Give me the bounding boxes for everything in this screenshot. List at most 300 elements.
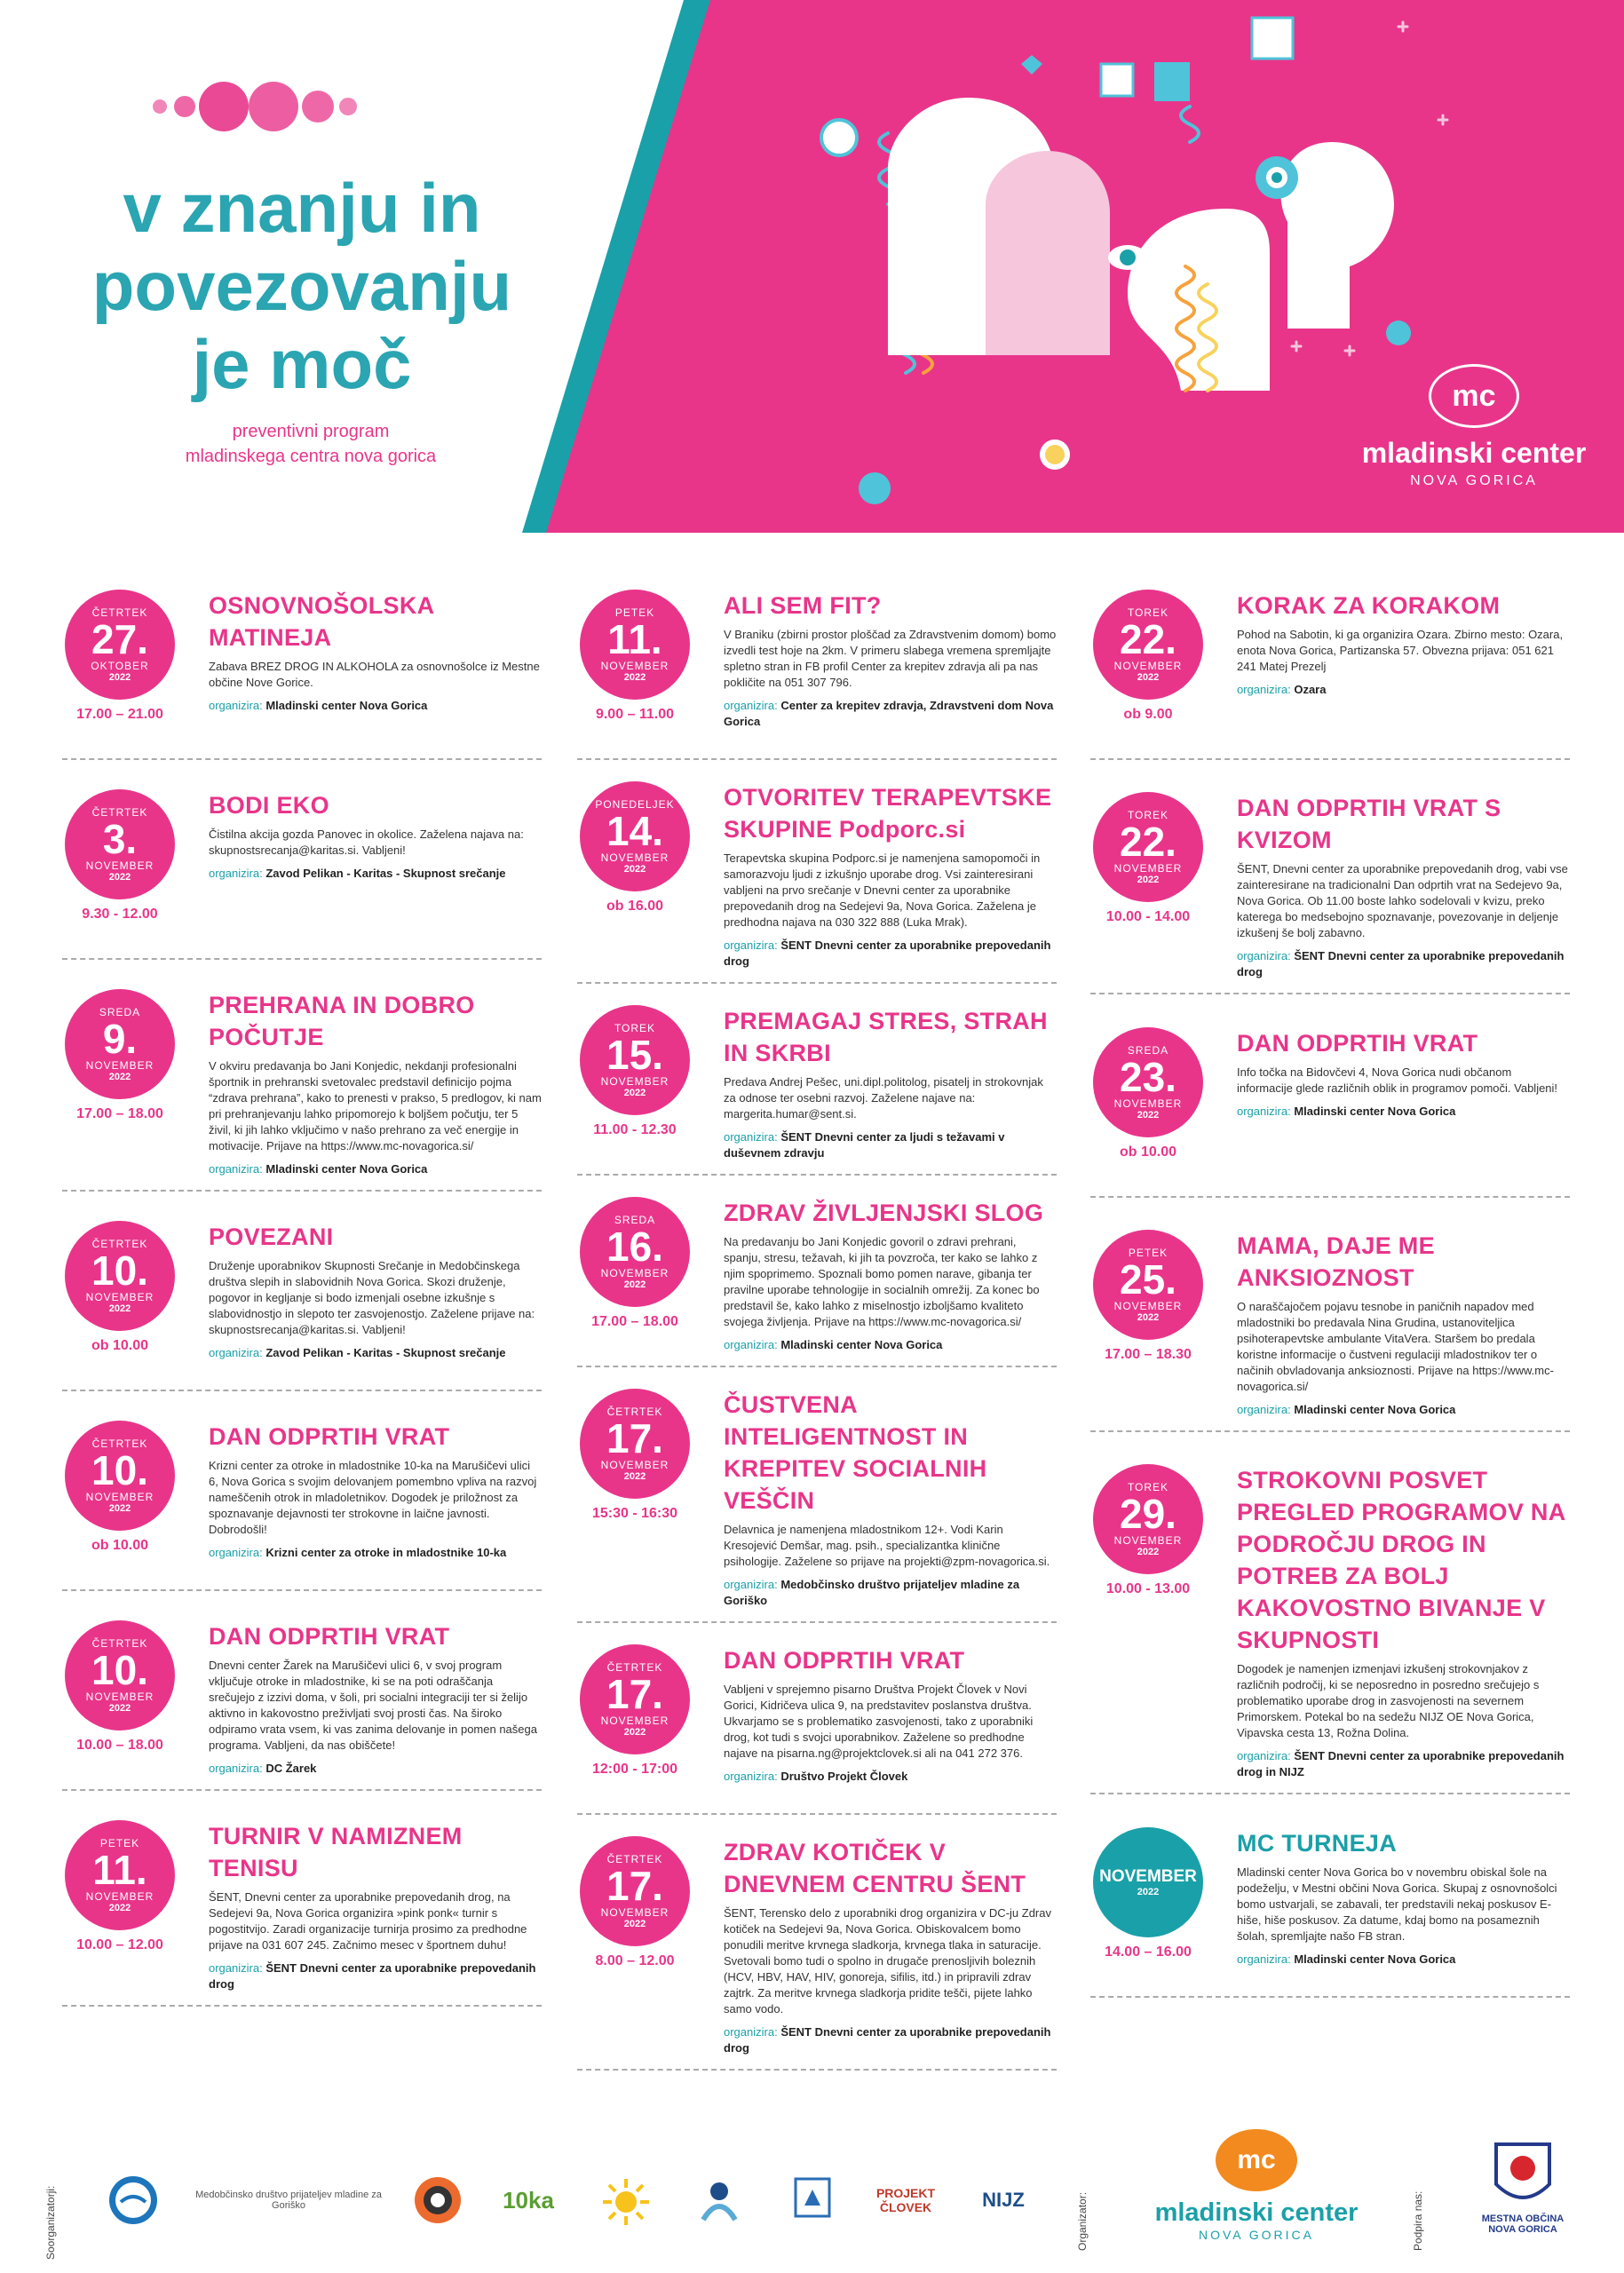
events-column-1 bbox=[62, 586, 542, 2032]
date-year: 2022 bbox=[1137, 1311, 1160, 1323]
date-circle bbox=[580, 590, 690, 700]
event-description: Čistilna akcija gozda Panovec in okolice. Zaželena najava na: skupnostsrecanja@karitas.si. Vabljeni! bbox=[209, 828, 524, 857]
partner-logo: PROJEKT ČLOVEK bbox=[875, 2186, 936, 2214]
date-weekday: ČETRTEK bbox=[91, 1238, 148, 1250]
event-time: 8.00 – 12.00 bbox=[595, 1953, 675, 1968]
event-content bbox=[724, 1002, 1057, 1161]
date-weekday: PETEK bbox=[1128, 1246, 1168, 1259]
event-time: 10.00 - 13.00 bbox=[1105, 1581, 1191, 1597]
event-content bbox=[209, 986, 542, 1177]
event-date bbox=[577, 1836, 693, 1969]
organizer-name: Ozara bbox=[1294, 683, 1327, 696]
date-year: 2022 bbox=[1137, 875, 1160, 886]
event-date bbox=[577, 590, 693, 723]
event-content bbox=[1237, 1461, 1570, 1780]
date-day: 22. bbox=[1120, 819, 1176, 866]
event-description: V okviru predavanja bo Jani Konjedic, nekdanji profesionalni športnik in prehranski svetovalec predstavil definicijo pojma “zdrava prehrana”, kako to prenesti v prakso, 5 predlogov, ki nam pri prehranjevanju lahko pripomorejo k boljšem počutju, ter 5 živil, ki jih lahko vključimo v našo prehrano za več energije in motivacije. Prijave na https://www.mc-novagorica.si/ bbox=[209, 1059, 542, 1152]
event-date bbox=[62, 1820, 178, 1953]
date-circle bbox=[1093, 1464, 1203, 1574]
date-month: NOVEMBER bbox=[85, 1691, 154, 1703]
organizer-label: organizira: bbox=[209, 699, 263, 712]
event-content bbox=[724, 778, 1057, 970]
event-content bbox=[1237, 788, 1570, 980]
event-time: ob 9.00 bbox=[1123, 707, 1173, 722]
organizer-name: ŠENT Dnevni center za uporabnike prepovedanih drog bbox=[724, 2025, 1051, 2055]
organizer-name: Zavod Pelikan - Karitas - Skupnost srečanje bbox=[265, 1346, 506, 1359]
event-organizer bbox=[209, 1161, 542, 1177]
event-description: Vabljeni v sprejemno pisarno Društva Projekt Človek v Novi Gorici, Kidričeva ulica 9, na predstavitev poslanstva društva. Ukvarjamo se s problematiko zasvojenosti, tako z uporabniki drog, kot tudi s svojci uporabnikov. Zaželene so predhodne najave na pisarna.ng@projektclovek.si ali na 041 272 376. bbox=[724, 1683, 1034, 1760]
date-year: 2022 bbox=[623, 1088, 646, 1098]
date-month: NOVEMBER bbox=[85, 1890, 154, 1903]
event-description: Predava Andrej Pešec, uni.dipl.politolog, pisatelj in strokovnjak za odnose ter osebni razvoj. Zaželene najave na: margerita.humar@sent.si. bbox=[724, 1075, 1043, 1121]
event-item bbox=[1090, 586, 1570, 760]
date-year: 2022 bbox=[623, 1279, 646, 1290]
date-month: NOVEMBER bbox=[1113, 862, 1183, 875]
event-title: ČUSTVENA INTELIGENTNOST IN KREPITEV SOCIALNIH VEŠČIN bbox=[724, 1391, 987, 1514]
partner-logo bbox=[93, 2174, 173, 2227]
partner-logo bbox=[675, 2174, 764, 2227]
organizer-name: ŠENT Dnevni center za uporabnike prepovedanih drog in NIJZ bbox=[1237, 1749, 1565, 1779]
date-day: 11. bbox=[92, 1847, 147, 1893]
event-title: KORAK ZA KORAKOM bbox=[1237, 592, 1501, 619]
date-weekday: ČETRTEK bbox=[91, 606, 148, 619]
event-time: 17.00 – 18.30 bbox=[1105, 1346, 1192, 1362]
date-day: 9. bbox=[102, 1016, 138, 1062]
event-date bbox=[577, 1005, 693, 1138]
subtitle-line-2: mladinskega centra nova gorica bbox=[185, 447, 437, 466]
event-organizer bbox=[209, 1345, 542, 1361]
event-organizer bbox=[209, 866, 542, 882]
event-organizer bbox=[724, 1129, 1057, 1161]
event-title: TURNIR V NAMIZNEM TENISU bbox=[209, 1823, 463, 1881]
event-date bbox=[577, 781, 693, 915]
header-banner bbox=[0, 0, 1624, 533]
event-time: ob 10.00 bbox=[91, 1338, 149, 1353]
date-day: 25. bbox=[1120, 1255, 1176, 1303]
event-date bbox=[1090, 1827, 1206, 1960]
date-day: 10. bbox=[91, 1247, 148, 1294]
event-title: DAN ODPRTIH VRAT bbox=[209, 1623, 450, 1650]
date-month: NOVEMBER bbox=[600, 851, 669, 864]
event-description: ŠENT, Terensko delo z uporabniki drog organizira v DC-ju Zdrav kotiček na Sedejevi 9a, Nova Gorica. Obiskovalcem bomo ponudili meritve krvnega sladkorja, krvnega tlaka in saturacije. Svetovali bomo tudi o spolno in drugače prenosljivih boleznih (HCV, HBV, HAV, HIV, gonoreja, sifilis, itd.) in pripravili zdrav zajtrk. Za meritve krvnega sladkorja pridite tešči, pijete lahko samo vodo. bbox=[724, 1906, 1051, 2016]
date-day: 16. bbox=[606, 1224, 663, 1270]
date-day: 22. bbox=[1120, 616, 1176, 662]
event-organizer bbox=[1237, 948, 1570, 980]
date-circle bbox=[580, 781, 690, 891]
event-organizer bbox=[724, 1769, 1057, 1785]
date-month: NOVEMBER bbox=[600, 1459, 669, 1471]
date-day: 23. bbox=[1120, 1053, 1176, 1100]
event-description: Dogodek je namenjen izmenjavi izkušenj strokovnjakov z različnih področij, ki se neposredno in posredno srečujejo s problematiko uporabe drog in zasvojenosti na severnem Primorskem. Potekal bo na sedežu NIJZ OE Nova Gorica, Vipavska cesta 13, Rožna Dolina. bbox=[1237, 1662, 1540, 1740]
date-day: 10. bbox=[91, 1647, 148, 1693]
date-month: NOVEMBER bbox=[600, 1906, 669, 1919]
event-organizer bbox=[1237, 682, 1570, 698]
event-item bbox=[1090, 1024, 1570, 1198]
date-day: 17. bbox=[606, 1863, 663, 1909]
event-organizer bbox=[209, 1960, 542, 1992]
organizer-label: organizira: bbox=[724, 2025, 778, 2039]
event-time: 17.00 – 18.00 bbox=[591, 1314, 678, 1329]
event-content bbox=[1237, 586, 1570, 698]
date-weekday: PONEDELJEK bbox=[595, 798, 675, 811]
event-organizer bbox=[1237, 1748, 1570, 1780]
date-year: 2022 bbox=[1137, 672, 1160, 683]
date-year: 2022 bbox=[623, 672, 646, 683]
event-content bbox=[724, 586, 1057, 730]
event-time: 15:30 - 16:30 bbox=[591, 1506, 678, 1521]
event-item bbox=[577, 586, 1057, 760]
organizer-label: organizira: bbox=[1237, 1952, 1291, 1966]
date-month: NOVEMBER bbox=[1113, 1299, 1183, 1312]
event-content bbox=[1237, 1824, 1570, 1968]
date-weekday: ČETRTEK bbox=[606, 1406, 663, 1418]
organizer-name: ŠENT Dnevni center za uporabnike prepovedanih drog bbox=[724, 939, 1051, 968]
event-date bbox=[62, 989, 178, 1122]
event-time: 10.00 - 14.00 bbox=[1105, 909, 1191, 925]
event-content bbox=[209, 786, 542, 882]
date-circle bbox=[65, 789, 175, 899]
partner-logo bbox=[400, 2174, 475, 2227]
date-circle bbox=[1093, 1230, 1203, 1340]
event-content bbox=[1237, 1226, 1570, 1418]
event-description: Mladinski center Nova Gorica bo v novembru obiskal šole na podeželju, v Mestni občini Nova Gorica. Skupaj z osnovnošolci bomo ustvarjali, se zabavali, ter predstavili nekaj poskusov E-hiše, hiše poskusov. Za datume, kdaj bomo na posameznih šolah, spremljajte našo FB stran. bbox=[1237, 1865, 1557, 1943]
event-date bbox=[62, 1221, 178, 1354]
date-year: 2022 bbox=[108, 1903, 131, 1913]
event-content bbox=[724, 1833, 1057, 2056]
partner-logo bbox=[582, 2174, 670, 2227]
subtitle-line-1: preventivni program bbox=[232, 422, 390, 441]
event-item bbox=[62, 1817, 542, 2007]
events-column-3 bbox=[1090, 586, 1570, 2026]
event-time: 10.00 – 12.00 bbox=[76, 1937, 163, 1952]
event-item bbox=[1090, 1461, 1570, 1794]
event-content bbox=[724, 1641, 1057, 1785]
decorative-dots bbox=[142, 75, 391, 138]
date-year: 2022 bbox=[108, 1503, 131, 1514]
organizer-label: organizira: bbox=[209, 1762, 263, 1775]
organizer-name: Medobčinsko društvo prijateljev mladine za Goriško bbox=[724, 1578, 1020, 1607]
organizer-label: organizira: bbox=[724, 1130, 778, 1144]
date-year: 2022 bbox=[108, 672, 131, 683]
event-date bbox=[577, 1644, 693, 1778]
date-weekday: ČETRTEK bbox=[91, 1637, 148, 1650]
event-content bbox=[209, 586, 542, 714]
date-weekday: ČETRTEK bbox=[91, 1437, 148, 1450]
date-month: NOVEMBER bbox=[85, 1491, 154, 1503]
event-time: 14.00 – 16.00 bbox=[1105, 1944, 1192, 1960]
event-time: 12:00 - 17:00 bbox=[591, 1762, 678, 1777]
date-circle bbox=[65, 989, 175, 1099]
event-description: Druženje uporabnikov Skupnosti Srečanje in Medobčinskega društva slepih in slabovidnih Nova Gorica. Skozi druženje, pogovor in kegljanje si bodo izmenjali osebne izkušnje s slabovidnostjo in slepoto ter zasvojenostjo. Zaželene prijave na: skupnostsrecanja@karitas.si. Vabljeni! bbox=[209, 1259, 535, 1336]
event-item bbox=[62, 1217, 542, 1391]
date-year: 2022 bbox=[1137, 1109, 1160, 1121]
event-description: Delavnica je namenjena mladostnikom 12+. Vodi Karin Kresojević Demšar, mag. psih., specializantka klinične psihologije. Zaželene so prijave na projekti@zpm-novagorica.si. bbox=[724, 1523, 1050, 1568]
event-date bbox=[1090, 590, 1206, 723]
page-subtitle bbox=[124, 419, 497, 469]
organizer-label: organizira: bbox=[724, 1770, 778, 1783]
date-year: 2022 bbox=[108, 872, 131, 883]
event-item bbox=[1090, 1226, 1570, 1432]
date-circle bbox=[580, 1389, 690, 1499]
event-item bbox=[62, 786, 542, 960]
footer-logo-mark: mc bbox=[1216, 2129, 1297, 2191]
date-weekday: TOREK bbox=[1127, 809, 1169, 822]
date-month: NOVEMBER bbox=[600, 1715, 669, 1727]
event-title: POVEZANI bbox=[209, 1224, 334, 1250]
organizer-label: organizira: bbox=[209, 1346, 263, 1359]
date-month: NOVEMBER bbox=[1113, 1097, 1183, 1110]
event-date bbox=[62, 789, 178, 923]
event-date bbox=[62, 1620, 178, 1754]
organizer-label: organizira: bbox=[724, 939, 778, 952]
event-description: Pohod na Sabotin, ki ga organizira Ozara. Zbirno mesto: Ozara, enota Nova Gorica, Partizanska 57. Obvezna prijava: 051 621 241 Matej Prezelj bbox=[1237, 628, 1564, 673]
event-organizer bbox=[724, 698, 1057, 730]
event-title: ZDRAV KOTIČEK V DNEVNEM CENTRU ŠENT bbox=[724, 1839, 1026, 1897]
event-item bbox=[62, 1617, 542, 1791]
organizer-name: Mladinski center Nova Gorica bbox=[265, 1162, 428, 1176]
date-circle bbox=[1093, 1027, 1203, 1137]
organizer-label: organizira: bbox=[209, 1961, 263, 1975]
event-time: 17.00 – 21.00 bbox=[76, 707, 163, 722]
event-item bbox=[577, 1002, 1057, 1176]
organizer-label: organizira: bbox=[1237, 949, 1291, 963]
organizer-name: Mladinski center Nova Gorica bbox=[780, 1338, 943, 1351]
date-day: 3. bbox=[102, 816, 138, 862]
event-title: PREHRANA IN DOBRO POČUTJE bbox=[209, 992, 475, 1050]
event-item bbox=[62, 1417, 542, 1591]
event-title: MC TURNEJA bbox=[1237, 1829, 1398, 1857]
date-weekday: SREDA bbox=[614, 1214, 656, 1226]
event-description: Dnevni center Žarek na Marušičevi ulici 6, v svoj program vključuje otroke in mladostnike, ki se na poti odraščanja srečujejo z izzivi doma, v šoli, pri socialni integraciji ter si želijo aktivno in kakovostno preživljati svoj prosti čas. Na široko odpiramo vrata vsem, ki vas zanima delovanje in pomen našega programa. Vabljeni, da nas obiščete! bbox=[209, 1659, 537, 1752]
event-item bbox=[62, 986, 542, 1192]
event-content bbox=[209, 1417, 542, 1561]
event-date bbox=[1090, 792, 1206, 925]
date-circle bbox=[580, 1836, 690, 1946]
organizer-name: ŠENT Dnevni center za uporabnike prepovedanih drog bbox=[209, 1961, 536, 1991]
organizer-name: ŠENT Dnevni center za uporabnike prepovedanih drog bbox=[1237, 949, 1565, 979]
title-line-2: povezovanju bbox=[91, 247, 512, 325]
partner-logo: NIJZ bbox=[982, 2189, 1025, 2211]
date-weekday: SREDA bbox=[1127, 1043, 1169, 1057]
date-circle bbox=[580, 1005, 690, 1115]
organizer-label: organizira: bbox=[209, 867, 263, 880]
event-organizer bbox=[1237, 1402, 1570, 1418]
organizer-name: Mladinski center Nova Gorica bbox=[1294, 1402, 1456, 1416]
footer-logo-name: mladinski center bbox=[1154, 2198, 1359, 2227]
municipality-crest bbox=[1474, 2140, 1572, 2235]
organizer-label: organizira: bbox=[209, 1546, 263, 1559]
event-time: 17.00 – 18.00 bbox=[76, 1106, 163, 1121]
event-content bbox=[724, 1385, 1057, 1609]
event-description: ŠENT, Dnevni center za uporabnike prepovedanih drog, vabi vse zainteresirane na tradicionalni Dan odprtih vrat na Sedejevo 9a, Nova Gorica. Ob 11.00 boste lahko sodelovali v kvizu, preko katerega bo medsebojno spoznavanje, povezovanje in deljenje izkušenj še bolj zabavno. bbox=[1237, 862, 1568, 940]
event-description: O naraščajočem pojavu tesnobe in paničnih napadov med mladostniki bo predavala Nina Grudina, ustanoviteljica psihoterapevtske ambulante VitaVera. Staršem bo predala koristne informacije o čustveni regulaciji mladostnikov ter o načinih obvladovanja anksioznosti. Prijave na https://www.mc-novagorica.si/ bbox=[1237, 1299, 1554, 1393]
organizer-label: organizira: bbox=[1237, 1104, 1291, 1118]
organizer-label: organizira: bbox=[1237, 683, 1291, 696]
date-day: 17. bbox=[606, 1415, 663, 1461]
event-date bbox=[62, 590, 178, 723]
date-weekday: ČETRTEK bbox=[606, 1661, 663, 1674]
date-circle bbox=[580, 1197, 690, 1307]
date-weekday: PETEK bbox=[99, 1837, 140, 1849]
date-month: NOVEMBER bbox=[85, 1291, 154, 1303]
event-content bbox=[724, 1193, 1057, 1353]
event-date bbox=[577, 1389, 693, 1522]
event-date bbox=[1090, 1230, 1206, 1363]
date-circle bbox=[1093, 590, 1203, 700]
logo-mark: mc bbox=[1429, 364, 1519, 428]
date-circle bbox=[580, 1644, 690, 1754]
event-time: 9.30 - 12.00 bbox=[82, 907, 158, 922]
event-date bbox=[62, 1421, 178, 1554]
event-time: 9.00 – 11.00 bbox=[595, 707, 675, 722]
organizer-label: organizira: bbox=[209, 1162, 263, 1176]
event-organizer bbox=[209, 1545, 542, 1561]
date-month: NOVEMBER bbox=[85, 1059, 154, 1072]
organizer-label: organizira: bbox=[1237, 1402, 1291, 1416]
event-content bbox=[209, 1217, 542, 1361]
title-line-3: je moč bbox=[192, 325, 412, 403]
date-month: NOVEMBER bbox=[600, 1075, 669, 1088]
event-description: V Braniku (zbirni prostor ploščad za Zdravstvenim domom) bomo izvedli test hoje na 2km. V primeru slabega vremena spremljajte spletno stran in FB profil Center za krepitev zdravja ali pa nas pokličite na 051 307 796. bbox=[724, 628, 1057, 689]
date-year: 2022 bbox=[108, 1703, 131, 1714]
event-content bbox=[209, 1817, 542, 1992]
event-time: ob 16.00 bbox=[606, 899, 664, 914]
partner-logo bbox=[781, 2174, 844, 2227]
date-day: 17. bbox=[606, 1671, 663, 1717]
event-description: ŠENT, Dnevni center za uporabnike prepovedanih drog, na Sedejevi 9a, Nova Gorica organizira »pink ponk« turnir s pogostitvijo. Zaradi organizacije turnirja prosimo za predhodne prijave na 031 607 245. Začnimo mesec v športnem duhu! bbox=[209, 1890, 527, 1952]
date-day: 11. bbox=[607, 616, 662, 662]
date-day: 27. bbox=[91, 616, 148, 662]
date-day: 14. bbox=[606, 808, 663, 854]
event-organizer bbox=[724, 1577, 1057, 1609]
event-time: ob 10.00 bbox=[91, 1538, 149, 1553]
date-month: NOVEMBER bbox=[1113, 1534, 1183, 1548]
organizer-name: Društvo Projekt Človek bbox=[780, 1770, 908, 1783]
footer-logo bbox=[1154, 2129, 1359, 2242]
organizer-name: Krizni center za otroke in mladostnike 10-ka bbox=[265, 1546, 507, 1559]
header-logo bbox=[1332, 364, 1616, 489]
date-year: 2022 bbox=[623, 1471, 646, 1482]
event-title: PREMAGAJ STRES, STRAH IN SKRBI bbox=[724, 1008, 1048, 1066]
event-time: ob 10.00 bbox=[1119, 1144, 1177, 1160]
organizer-name: Mladinski center Nova Gorica bbox=[265, 699, 428, 712]
event-title: OSNOVNOŠOLSKA MATINEJA bbox=[209, 592, 434, 651]
date-weekday: ČETRTEK bbox=[606, 1853, 663, 1865]
event-organizer bbox=[1237, 1104, 1570, 1120]
event-title: ALI SEM FIT? bbox=[724, 592, 882, 619]
date-weekday: SREDA bbox=[99, 1006, 141, 1018]
event-title: DAN ODPRTIH VRAT bbox=[724, 1647, 965, 1674]
event-title: STROKOVNI POSVET PREGLED PROGRAMOV NA PODROČJU DROG IN POTREB ZA BOLJ KAKOVOSTNO BIVANJE V SKUPNOSTI bbox=[1237, 1467, 1565, 1654]
organizer-name: Center za krepitev zdravja, Zdravstveni dom Nova Gorica bbox=[724, 699, 1054, 728]
event-organizer bbox=[209, 1761, 542, 1777]
date-circle bbox=[65, 1421, 175, 1531]
event-title: BODI EKO bbox=[209, 792, 329, 819]
event-item bbox=[1090, 1824, 1570, 1998]
organizer-label: organizira: bbox=[1237, 1749, 1291, 1763]
date-weekday: TOREK bbox=[1127, 606, 1169, 619]
event-item bbox=[62, 586, 542, 760]
event-date bbox=[1090, 1027, 1206, 1160]
event-title: MAMA, DAJE ME ANKSIOZNOST bbox=[1237, 1232, 1435, 1291]
partner-logo: 10ka bbox=[503, 2186, 554, 2214]
date-year: 2022 bbox=[623, 864, 646, 875]
date-weekday: PETEK bbox=[614, 606, 655, 619]
event-organizer bbox=[724, 1337, 1057, 1353]
date-circle bbox=[65, 1221, 175, 1331]
date-circle bbox=[65, 1620, 175, 1730]
event-item bbox=[577, 1641, 1057, 1815]
footer-logo-sub: NOVA GORICA bbox=[1199, 2228, 1314, 2242]
date-weekday: TOREK bbox=[1127, 1481, 1169, 1494]
organizer-label: Organizator: bbox=[1076, 2191, 1089, 2251]
event-item bbox=[577, 1833, 1057, 2071]
date-weekday: TOREK bbox=[614, 1022, 656, 1034]
date-month: NOVEMBER bbox=[1113, 660, 1183, 672]
date-day: 10. bbox=[91, 1447, 148, 1493]
event-date bbox=[1090, 1464, 1206, 1597]
organizer-label: organizira: bbox=[724, 1578, 778, 1591]
organizer-label: organizira: bbox=[724, 699, 778, 712]
crest-text: MESTNA OBČINA NOVA GORICA bbox=[1481, 2214, 1565, 2235]
date-day: 29. bbox=[1120, 1491, 1176, 1538]
date-year: 2022 bbox=[108, 1072, 131, 1082]
event-content bbox=[1237, 1024, 1570, 1120]
date-year: 2022 bbox=[108, 1303, 131, 1314]
organizer-name: DC Žarek bbox=[265, 1762, 317, 1775]
event-item bbox=[577, 778, 1057, 984]
event-item bbox=[577, 1385, 1057, 1623]
event-title: OTVORITEV TERAPEVTSKE SKUPINE Podporc.si bbox=[724, 784, 1052, 843]
partner-logo: Medobčinsko društvo prijateljev mladine za Goriško bbox=[195, 2190, 382, 2211]
logo-name: mladinski center bbox=[1361, 437, 1587, 469]
page-title bbox=[53, 169, 551, 403]
event-title: ZDRAV ŽIVLJENJSKI SLOG bbox=[724, 1200, 1044, 1226]
events-column-2 bbox=[577, 586, 1057, 2088]
organizer-label: organizira: bbox=[724, 1338, 778, 1351]
event-content bbox=[209, 1617, 542, 1777]
organizer-name: Mladinski center Nova Gorica bbox=[1294, 1952, 1456, 1966]
coorganizers-label: Soorganizatorji: bbox=[44, 2185, 57, 2260]
date-circle bbox=[65, 1820, 175, 1930]
event-date bbox=[577, 1197, 693, 1330]
date-month: NOVEMBER bbox=[1099, 1866, 1197, 1886]
logo-sub: NOVA GORICA bbox=[1410, 473, 1538, 488]
date-year: 2022 bbox=[623, 1919, 646, 1929]
supported-label: Podpira nas: bbox=[1412, 2190, 1424, 2251]
date-year: 2022 bbox=[623, 1727, 646, 1738]
date-day: 15. bbox=[606, 1032, 663, 1078]
date-month: NOVEMBER bbox=[85, 859, 154, 872]
event-time: 11.00 - 12.30 bbox=[593, 1122, 677, 1137]
crest-icon bbox=[1492, 2140, 1554, 2211]
event-item bbox=[1090, 788, 1570, 994]
event-description: Krizni center za otroke in mladostnike 10-ka na Marušičevi ulici 6, Nova Gorica s svojim delovanjem pomembno vpliva na razvoj nameščenih otrok in mladoletnikov. Dogodek je priložnost za spoznavanje dejavnosti ter strokovne in laične javnosti. Dobrodošli! bbox=[209, 1459, 537, 1536]
date-month: NOVEMBER bbox=[600, 660, 669, 672]
event-item bbox=[577, 1193, 1057, 1367]
date-circle bbox=[1093, 792, 1203, 902]
event-description: Na predavanju bo Jani Konjedic govoril o zdravi prehrani, spanju, stresu, težavah, ki jih ta povzroča, ter kako se lahko z njim spoprimemo. Spoznali bomo pomen narave, gibanja ter pravilne uporabe tehnologije in socialnih omrežij. Za konec bo predstavil še, kako lahko z miselnostjo izboljšamo kvaliteto svojega življenja. Prijave na https://www.mc-novagorica.si/ bbox=[724, 1235, 1040, 1328]
event-time: 10.00 – 18.00 bbox=[76, 1738, 163, 1753]
organizer-name: Zavod Pelikan - Karitas - Skupnost srečanje bbox=[265, 867, 506, 880]
event-organizer bbox=[724, 938, 1057, 970]
event-title: DAN ODPRTIH VRAT S KVIZOM bbox=[1237, 795, 1501, 854]
date-month: NOVEMBER bbox=[600, 1267, 669, 1279]
event-organizer bbox=[724, 2024, 1057, 2056]
date-weekday: ČETRTEK bbox=[91, 806, 148, 819]
event-description: Info točka na Bidovčevi 4, Nova Gorica nudi občanom informacije glede različnih oblik in programov pomoči. Vabljeni! bbox=[1237, 1065, 1558, 1095]
event-description: Terapevtska skupina Podporc.si je namenjena samopomoči in samorazvoju ljudi z izkušnjo uporabe drog. Vsi zainteresirani vabljeni na prvo srečanje v Dnevni center za uporabnike prepovedanih drog na Sedejevi 9a, Nova Gorica. Zaželena je predhodna najava na 030 322 888 (Luka Mrak). bbox=[724, 851, 1041, 929]
